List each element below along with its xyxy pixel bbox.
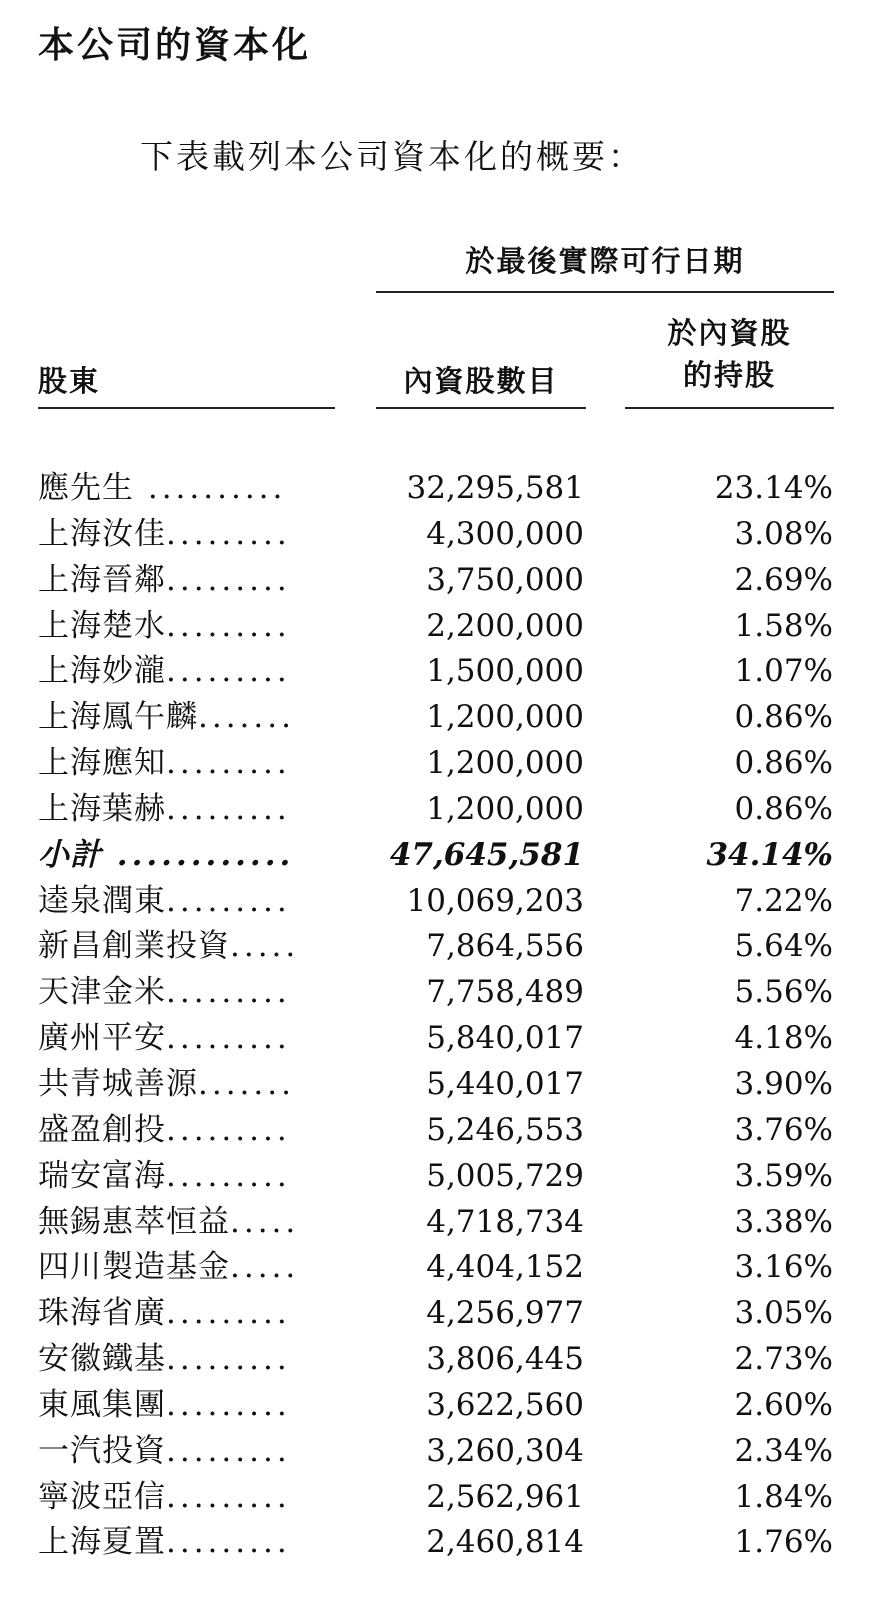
dot-leader: ............	[102, 836, 295, 873]
shareholder-name	[38, 649, 335, 695]
shareholder-name-text: 上海夏置	[38, 1524, 166, 1561]
shareholder-name-text: 上海晉鄰	[38, 561, 166, 598]
shareholding-pct: 23.14%	[714, 470, 833, 506]
dot-leader: .........	[166, 515, 291, 552]
shareholder-name-text: 珠海省廣	[38, 1295, 166, 1332]
share-count: 7,864,556	[426, 928, 584, 965]
shareholder-name-text: 逵泉潤東	[38, 882, 166, 919]
dot-leader: .....	[230, 1203, 300, 1240]
shareholder-name-text: 寧波亞信	[38, 1478, 166, 1515]
header-pct-rule	[625, 407, 834, 409]
table-row	[0, 1429, 887, 1475]
shareholder-name-text: 東風集團	[38, 1386, 166, 1423]
share-count: 5,840,017	[426, 1020, 584, 1057]
share-count: 2,562,961	[426, 1478, 584, 1515]
dot-leader: .....	[230, 928, 300, 965]
shareholding-pct: 5.64%	[734, 928, 833, 965]
dot-leader: .........	[166, 974, 291, 1011]
table-row	[0, 466, 887, 512]
share-count: 47,645,581	[389, 836, 584, 873]
header-shareholding-pct	[625, 312, 834, 396]
shareholder-name	[38, 1383, 335, 1429]
dot-leader: .........	[166, 1478, 291, 1515]
shareholder-name	[38, 695, 335, 741]
shareholding-pct: 0.86%	[734, 790, 833, 827]
shareholder-name-text: 上海應知	[38, 745, 166, 782]
shareholder-name-text: 應先生	[38, 470, 134, 506]
share-count: 2,460,814	[426, 1524, 584, 1561]
shareholder-name	[38, 1016, 335, 1062]
header-pct-line2: 的持股	[682, 358, 776, 392]
shareholder-name	[38, 466, 335, 512]
dot-leader: .........	[166, 653, 291, 690]
dot-leader: .........	[166, 882, 291, 919]
shareholder-name	[38, 1520, 335, 1566]
shareholder-name-text: 上海楚水	[38, 607, 166, 644]
shareholder-name-text: 盛盈創投	[38, 1111, 166, 1148]
shareholder-name	[38, 1245, 335, 1291]
shareholder-name	[38, 924, 335, 970]
table-row	[0, 649, 887, 695]
shareholding-pct: 3.59%	[734, 1157, 833, 1194]
table-row	[0, 1383, 887, 1429]
share-count: 3,260,304	[426, 1432, 584, 1469]
shareholding-pct: 3.90%	[734, 1065, 833, 1102]
dot-leader: .........	[166, 1111, 291, 1148]
table-row	[0, 1337, 887, 1383]
shareholding-pct: 2.60%	[734, 1386, 833, 1423]
share-count: 1,200,000	[426, 745, 584, 782]
shareholder-name	[38, 1200, 335, 1246]
shareholding-pct: 3.38%	[734, 1203, 833, 1240]
dot-leader: .........	[166, 1432, 291, 1469]
shareholder-name	[38, 879, 335, 925]
shareholding-pct: 1.58%	[734, 607, 833, 644]
share-count: 3,622,560	[426, 1386, 584, 1423]
table-row	[0, 1245, 887, 1291]
shareholder-name	[38, 512, 335, 558]
share-count: 3,806,445	[426, 1341, 584, 1378]
dot-leader: .......	[198, 699, 295, 736]
intro-text: 下表載列本公司資本化的概要：	[140, 137, 644, 176]
share-count: 3,750,000	[426, 561, 584, 598]
shareholder-name	[38, 741, 335, 787]
shareholder-name-text: 一汽投資	[38, 1432, 166, 1469]
table-row	[0, 970, 887, 1016]
dot-leader: .........	[166, 1524, 291, 1561]
dot-leader: .........	[166, 1020, 291, 1057]
share-count: 4,300,000	[426, 515, 584, 552]
header-group-date: 於最後實際可行日期	[465, 244, 745, 278]
shareholding-pct: 2.69%	[734, 561, 833, 598]
shareholding-pct: 0.86%	[734, 699, 833, 736]
header-group-rule	[376, 291, 834, 293]
table-row	[0, 1062, 887, 1108]
shareholder-name-text: 共青城善源	[38, 1065, 198, 1102]
shareholder-name	[38, 833, 335, 879]
dot-leader: ..........	[134, 470, 287, 506]
table-row	[0, 1154, 887, 1200]
table-row	[0, 695, 887, 741]
shareholder-name-text: 新昌創業投資	[38, 928, 230, 965]
shareholder-name	[38, 1291, 335, 1337]
share-count: 2,200,000	[426, 607, 584, 644]
shareholder-name	[38, 1337, 335, 1383]
table-row	[0, 741, 887, 787]
shareholder-name	[38, 970, 335, 1016]
table-row	[0, 604, 887, 650]
share-count: 4,256,977	[426, 1295, 584, 1332]
table-row	[0, 558, 887, 604]
shareholder-name-text: 上海妙瀧	[38, 653, 166, 690]
table-row	[0, 1016, 887, 1062]
table-row	[0, 1520, 887, 1566]
share-count: 7,758,489	[426, 974, 584, 1011]
page-title: 本公司的資本化	[38, 25, 312, 66]
shareholding-pct: 2.34%	[734, 1432, 833, 1469]
shareholder-name-text: 上海鳳午麟	[38, 699, 198, 736]
share-count: 1,200,000	[426, 790, 584, 827]
shareholding-pct: 3.08%	[734, 515, 833, 552]
shareholder-name	[38, 787, 335, 833]
shareholder-name-text: 無錫惠萃恒益	[38, 1203, 230, 1240]
dot-leader: .........	[166, 745, 291, 782]
shareholder-name-text: 天津金米	[38, 974, 166, 1011]
shareholder-name-text: 廣州平安	[38, 1020, 166, 1057]
shareholder-name-text: 四川製造基金	[38, 1249, 230, 1286]
dot-leader: .........	[166, 1341, 291, 1378]
table-row	[0, 924, 887, 970]
share-count: 1,500,000	[426, 653, 584, 690]
subtotal-row	[0, 833, 887, 879]
shareholder-name-text: 小計	[38, 836, 102, 873]
table-row	[0, 1200, 887, 1246]
shareholding-pct: 1.76%	[734, 1524, 833, 1561]
shareholding-pct: 34.14%	[706, 836, 833, 873]
dot-leader: .....	[230, 1249, 300, 1286]
table-row	[0, 512, 887, 558]
share-count: 5,246,553	[426, 1111, 584, 1148]
table-row	[0, 787, 887, 833]
shareholder-name	[38, 1062, 335, 1108]
table-row	[0, 1108, 887, 1154]
shareholding-pct: 7.22%	[734, 882, 833, 919]
table-row	[0, 879, 887, 925]
shareholder-name-text: 安徽鐵基	[38, 1341, 166, 1378]
shareholder-name-text: 上海葉赫	[38, 790, 166, 827]
share-count: 4,718,734	[426, 1203, 584, 1240]
shareholding-pct: 0.86%	[734, 745, 833, 782]
shareholder-name	[38, 1154, 335, 1200]
dot-leader: .........	[166, 1386, 291, 1423]
shareholding-pct: 1.84%	[734, 1478, 833, 1515]
shareholding-pct: 3.05%	[734, 1295, 833, 1332]
shareholder-name-text: 上海汝佳	[38, 515, 166, 552]
shareholding-pct: 4.18%	[734, 1020, 833, 1057]
share-count: 5,005,729	[426, 1157, 584, 1194]
share-count: 4,404,152	[426, 1249, 584, 1286]
header-shareholder-rule	[38, 407, 335, 409]
share-count: 32,295,581	[406, 470, 584, 506]
share-count: 1,200,000	[426, 699, 584, 736]
dot-leader: .........	[166, 790, 291, 827]
table-row	[0, 1291, 887, 1337]
share-count: 10,069,203	[406, 882, 584, 919]
shareholding-pct: 5.56%	[734, 974, 833, 1011]
shareholder-name	[38, 558, 335, 604]
shareholding-pct: 2.73%	[734, 1341, 833, 1378]
shareholder-name	[38, 1429, 335, 1475]
header-shareholder: 股東	[38, 364, 101, 398]
dot-leader: .........	[166, 607, 291, 644]
shareholder-name	[38, 1475, 335, 1521]
shareholder-name	[38, 1108, 335, 1154]
shareholder-table	[0, 466, 887, 1566]
dot-leader: .........	[166, 1157, 291, 1194]
table-row	[0, 1475, 887, 1521]
shareholder-name-text: 瑞安富海	[38, 1157, 166, 1194]
shareholding-pct: 3.16%	[734, 1249, 833, 1286]
share-count: 5,440,017	[426, 1065, 584, 1102]
header-share-count: 內資股數目	[403, 364, 559, 398]
header-pct-line1: 於內資股	[667, 316, 792, 350]
dot-leader: .........	[166, 1295, 291, 1332]
dot-leader: .........	[166, 561, 291, 598]
header-count-rule	[376, 407, 586, 409]
shareholding-pct: 3.76%	[734, 1111, 833, 1148]
dot-leader: .......	[198, 1065, 295, 1102]
shareholder-name	[38, 604, 335, 650]
shareholding-pct: 1.07%	[734, 653, 833, 690]
